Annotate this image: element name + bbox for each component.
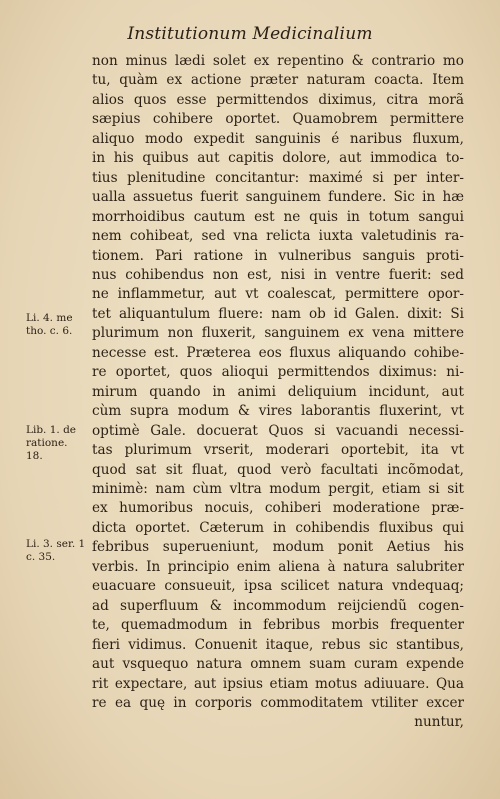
margin-note-line: ratione. — [26, 437, 68, 449]
margin-note-line: tho. c. 6. — [26, 325, 73, 337]
text-line: ne inflammetur, aut vt coalescat, permittere opor- — [92, 286, 464, 303]
text-line: febribus superueniunt, modum ponit Aetius his — [92, 539, 464, 556]
text-line: ex humoribus nocuis, cohiberi moderatione præ- — [92, 500, 464, 517]
text-line: plurimum non fluxerit, sanguinem ex vena mittere — [92, 325, 464, 342]
body-text — [92, 52, 464, 733]
text-line: alios quos esse permittendos diximus, citra morã — [92, 91, 464, 108]
text-line: nem cohibeat, sed vna relicta iuxta valetudinis ra- — [92, 228, 464, 245]
text-line: necesse est. Præterea eos fluxus aliquando cohibe- — [92, 344, 464, 361]
running-head: Institutionum Medicinalium — [127, 24, 373, 44]
text-line: sæpius cohibere oportet. Quamobrem permittere — [92, 111, 464, 128]
text-line: tu, quàm ex actione præter naturam coacta. Item — [92, 72, 464, 89]
text-line: optimè Gale. docuerat Quos si vacuandi necessi- — [92, 422, 464, 439]
text-line: te, quemadmodum in febribus morbis frequenter — [92, 617, 464, 634]
text-line: aliquo modo expedit sanguinis é naribus fluxum, — [92, 130, 464, 147]
text-line: mirum quando in animi deliquium incidunt, aut — [92, 383, 464, 400]
margin-note-line: Li. 4. me — [26, 312, 73, 324]
text-line: minimè: nam cùm vltra modum pergit, etiam si sit — [92, 480, 464, 497]
text-line: morrhoidibus cautum est ne quis in totum sangui — [92, 208, 464, 225]
margin-note-line: 18. — [26, 450, 43, 462]
text-line: nuntur, — [414, 714, 464, 731]
text-line: aut vsquequo natura omnem suam curam expende — [92, 656, 464, 673]
text-line: rit expectare, aut ipsius etiam motus adiuuare. Qua — [92, 675, 464, 692]
text-line: non minus lædi solet ex repentino & contrario mo — [92, 53, 464, 69]
text-line: fieri vidimus. Conuenit itaque, rebus sic stantibus, — [92, 636, 464, 653]
text-line: euacuare consueuit, ipsa scilicet natura vndequaq; — [92, 578, 464, 595]
text-line: ualla assuetus fuerit sanguinem fundere. Sic in hæ — [92, 189, 464, 206]
text-line: tius plenitudine concitantur: maximé si per inter- — [92, 169, 464, 186]
text-line: verbis. In principio enim aliena à natura salubriter — [92, 558, 464, 575]
text-line: quod sat sit fluat, quod verò facultati incõmodat, — [92, 461, 464, 478]
margin-note-2 — [26, 424, 92, 463]
margin-note-3 — [26, 538, 92, 564]
text-line: tionem. Pari ratione in vulneribus sanguis proti- — [92, 247, 464, 264]
margin-note-line: Li. 3. ser. 1 — [26, 538, 86, 550]
text-line: ad superfluum & incommodum reijciendũ cogen- — [92, 597, 464, 614]
text-line: re ea quę in corporis commoditatem vtiliter excer — [92, 694, 464, 711]
text-line: tet aliquantulum fluere: nam ob id Galen. dixit: Si — [92, 305, 464, 322]
margin-note-line: c. 35. — [26, 551, 56, 563]
text-line: dicta oportet. Cæterum in cohibendis fluxibus qui — [92, 519, 464, 536]
text-line: re oportet, quos alioqui permittendos diximus: ni- — [92, 364, 464, 381]
text-line: in his quibus aut capitis dolore, aut immodica to- — [92, 150, 464, 167]
text-line: nus cohibendus non est, nisi in ventre fuerit: sed — [92, 266, 464, 283]
text-line: tas plurimum vrserit, moderari oportebit, ita vt — [92, 442, 464, 459]
margin-note-line: Lib. 1. de — [26, 424, 77, 436]
text-line: cùm supra modum & vires laborantis fluxerint, vt — [92, 403, 464, 420]
margin-note-1 — [26, 312, 92, 338]
